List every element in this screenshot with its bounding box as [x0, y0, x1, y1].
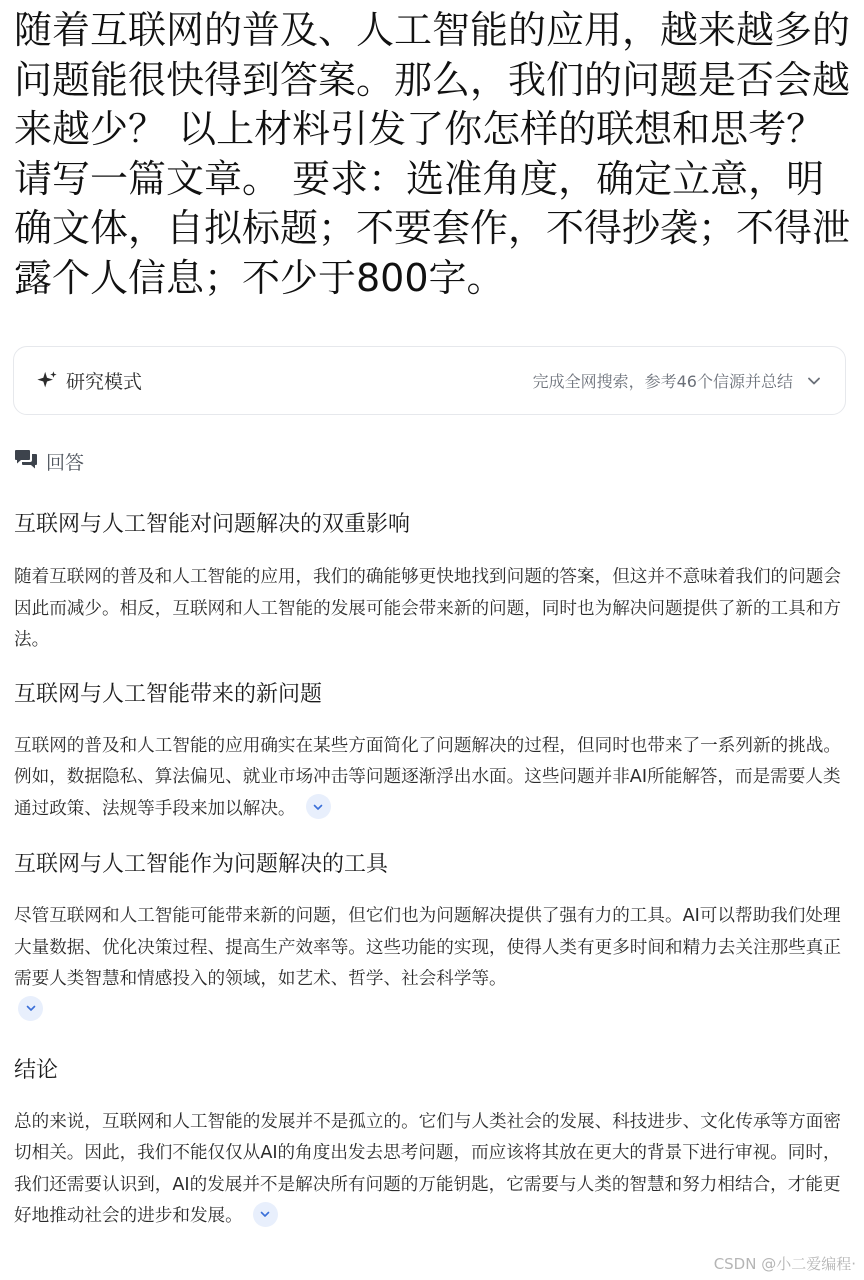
research-mode-panel[interactable] [13, 346, 846, 415]
watermark: CSDN @小二爱编程· [713, 1255, 856, 1273]
sparkle-icon [36, 370, 58, 392]
section-heading: 结论 [14, 1057, 59, 1083]
chevron-down-icon [25, 1002, 37, 1014]
answer-label: 回答 [46, 451, 85, 474]
answer-header [14, 447, 84, 475]
research-status-text: 完成全网搜索，参考46个信源并总结 [532, 372, 793, 391]
question-text: 随着互联网的普及、人工智能的应用，越来越多的问题能很快得到答案。那么，我们的问题是否会越来越少？ 以上材料引发了你怎样的联想和思考？请写一篇文章。 要求：选准角度，确定立意，明确文体，自拟标题；不要套作，不得抄袭；不得泄露个人信息；不少于800字。 [14, 8, 851, 300]
answer-content [14, 505, 846, 1233]
section-body: 随着互联网的普及和人工智能的应用，我们的确能够更快地找到问题的答案，但这并不意味着我们的问题会因此而减少。相反，互联网和人工智能的发展可能会带来新的问题，同时也为解决问题提供了新的工具和方法。 [14, 567, 841, 650]
section-body [14, 731, 846, 826]
expand-citations-button[interactable] [306, 794, 331, 819]
section-heading: 互联网与人工智能对问题解决的双重影响 [14, 512, 411, 537]
section-heading: 互联网与人工智能作为问题解决的工具 [14, 852, 389, 877]
section-body-text: 总的来说，互联网和人工智能的发展并不是孤立的。它们与人类社会的发展、科技进步、文化传承等方面密切相关。因此，我们不能仅仅从AI的角度出发去思考问题，而应该将其放在更大的背景下进行审视。同时，我们还需要认识到，AI的发展并不是解决所有问题的万能钥匙，它需要与人类的智慧和努力相结合，才能更好地推动社会的进步和发展。 [14, 1111, 841, 1226]
section-body: 尽管互联网和人工智能可能带来新的问题，但它们也为问题解决提供了强有力的工具。AI可以帮助我们处理大量数据、优化决策过程、提高生产效率等。这些功能的实现，使得人类有更多时间和精力去关注那些真正需要人类智慧和情感投入的领域，如艺术、哲学、社会科学等。 [14, 906, 841, 989]
expand-citations-button[interactable] [253, 1202, 278, 1227]
research-status-toggle[interactable] [533, 369, 821, 392]
expand-citations-button[interactable] [18, 996, 43, 1021]
section-body [14, 1107, 846, 1233]
chevron-down-icon[interactable] [807, 374, 821, 388]
chevron-down-icon [259, 1208, 271, 1220]
section-body-text: 互联网的普及和人工智能的应用确实在某些方面简化了问题解决的过程，但同时也带来了一系列新的挑战。例如，数据隐私、算法偏见、就业市场冲击等问题逐渐浮出水面。这些问题并非AI所能解答，而是需要人类通过政策、法规等手段来加以解决。 [14, 735, 841, 819]
section-heading: 互联网与人工智能带来的新问题 [14, 681, 323, 707]
research-mode-header [36, 367, 142, 394]
chevron-down-icon [312, 801, 324, 813]
research-mode-title: 研究模式 [66, 371, 143, 393]
chat-bubble-icon [14, 447, 38, 475]
